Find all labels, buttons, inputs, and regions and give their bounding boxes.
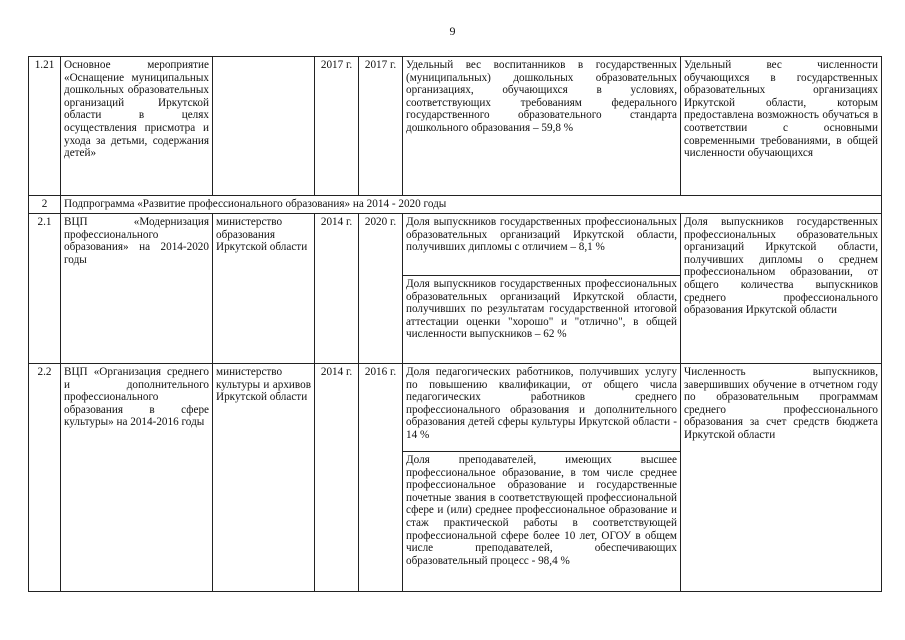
end-year: 2016 г. bbox=[359, 364, 403, 592]
activity-name: Основное мероприятие «Оснащение муниципальных дошкольных образовательных организаций Иркутской области в целях осуществления присмотра и ухода за детьми, содержания детей» bbox=[61, 57, 213, 196]
row-number: 2.1 bbox=[29, 214, 61, 364]
indicator: Доля педагогических работников, получивших услугу по повышению квалификации, от общего числа педагогических работников среднего профессионального образования и дополнительного образования детей сферы культуры Иркутской области - 14 % bbox=[403, 364, 681, 452]
activity-name: ВЦП «Модернизация профессионального образования» на 2014-2020 годы bbox=[61, 214, 213, 364]
row-number: 2.2 bbox=[29, 364, 61, 592]
table-row-2-2a bbox=[29, 364, 882, 452]
program-activities-table bbox=[28, 56, 882, 592]
end-year: 2017 г. bbox=[359, 57, 403, 196]
end-year: 2020 г. bbox=[359, 214, 403, 364]
indicator: Доля преподавателей, имеющих высшее профессиональное образование, в том числе среднее профессиональное образование и государственные почетные звания в соответствующей профессиональной сфере и (или) среднее профессиональное образование и стаж практической работы в соответствующей профессиональной сфере более 10 лет, ОГОУ в общем числе преподавателей, обеспечивающих образовательный процесс - 98,4 % bbox=[403, 452, 681, 592]
table-row-2-1a bbox=[29, 214, 882, 276]
indicator: Удельный вес воспитанников в государственных (муниципальных) дошкольных образовательных организациях, обучающихся в условиях, соответствующих требованиям федерального государственного образовательного стандарта дошкольного образования – 59,8 % bbox=[403, 57, 681, 196]
start-year: 2017 г. bbox=[315, 57, 359, 196]
executor: министерство культуры и архивов Иркутской области bbox=[213, 364, 315, 592]
subprogram-title: Подпрограмма «Развитие профессионального образования» на 2014 - 2020 годы bbox=[61, 196, 882, 214]
activity-name: ВЦП «Организация среднего и дополнительного профессионального образования в сфере культуры» на 2014-2016 годы bbox=[61, 364, 213, 592]
indicator: Доля выпускников государственных профессиональных образовательных организаций Иркутской области, получивших по результатам государственной итоговой аттестации оценки "хорошо" и "отлично", в общей численности выпускников – 62 % bbox=[403, 276, 681, 364]
start-year: 2014 г. bbox=[315, 364, 359, 592]
indicator: Доля выпускников государственных профессиональных образовательных организаций Иркутской области, получивших дипломы с отличием – 8,1 % bbox=[403, 214, 681, 276]
table-row-section-2 bbox=[29, 196, 882, 214]
expected-result: Удельный вес численности обучающихся в государственных образовательных организациях Иркутской области, которым предоставлена возможность обучаться в соответствии с основными современными требованиями, в общей численности обучающихся bbox=[681, 57, 882, 196]
expected-result: Численность выпускников, завершивших обучение в отчетном году по образовательным программам среднего профессионального образования за счет средств бюджета Иркутской области bbox=[681, 364, 882, 592]
table-row-1-21 bbox=[29, 57, 882, 196]
start-year: 2014 г. bbox=[315, 214, 359, 364]
row-number: 1.21 bbox=[29, 57, 61, 196]
expected-result: Доля выпускников государственных профессиональных образовательных организаций Иркутской области, получивших дипломы о среднем профессиональном образовании, от общего количества выпускников среднего профессионального образования Иркутской области bbox=[681, 214, 882, 364]
section-number: 2 bbox=[29, 196, 61, 214]
page-number: 9 bbox=[449, 24, 456, 38]
executor bbox=[213, 57, 315, 196]
executor: министерство образования Иркутской области bbox=[213, 214, 315, 364]
